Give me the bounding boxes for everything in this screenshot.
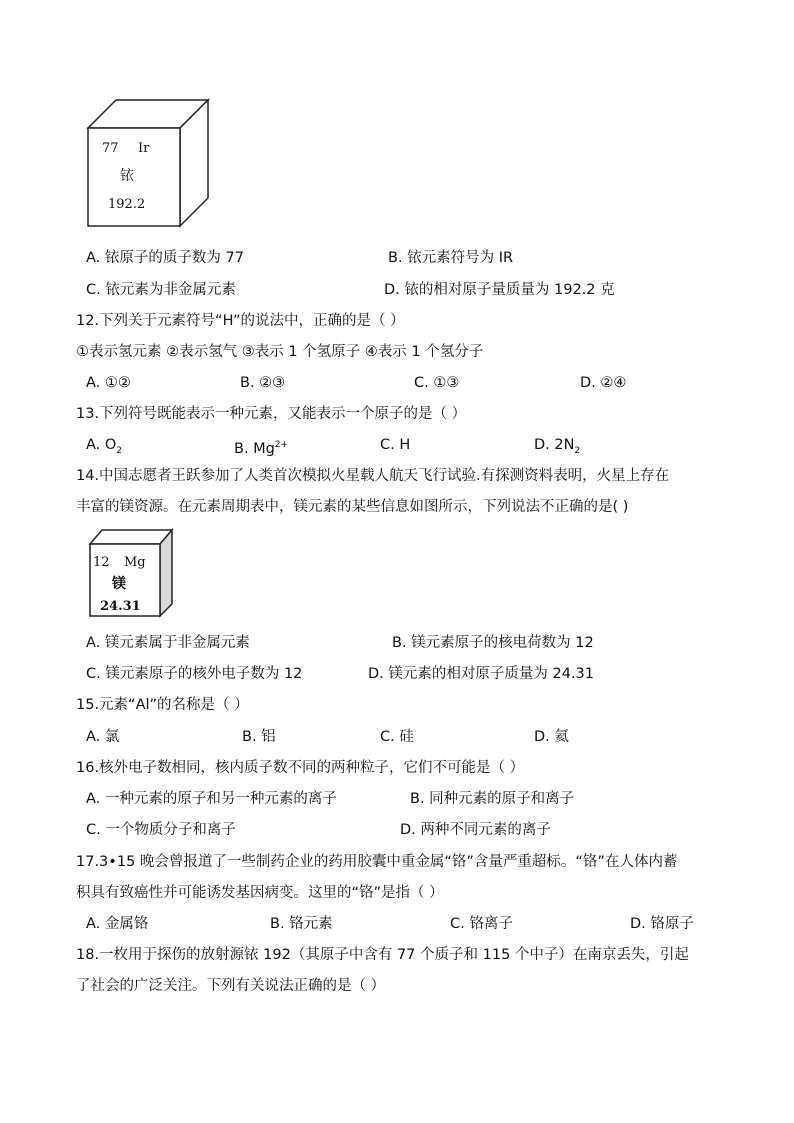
q11-option-a[interactable]: A. 铱原子的质子数为 77 xyxy=(86,250,244,266)
mg-atomic-number: 12 xyxy=(93,555,110,570)
q13-option-d-text: D. 2N xyxy=(534,437,575,453)
q11-option-d[interactable]: D. 铱的相对原子量质量为 192.2 克 xyxy=(384,282,615,298)
mg-mass: 24.31 xyxy=(100,599,141,614)
q17-option-a[interactable]: A. 金属铬 xyxy=(86,916,149,932)
q12-stem: 12.下列关于元素符号“H”的说法中，正确的是（ ） xyxy=(76,313,405,329)
q17-option-c[interactable]: C. 铬离子 xyxy=(450,916,513,932)
q13-option-b[interactable] xyxy=(234,435,288,459)
q14-option-a[interactable]: A. 镁元素属于非金属元素 xyxy=(86,635,250,651)
mg-name: 镁 xyxy=(112,576,126,592)
q16-option-a[interactable]: A. 一种元素的原子和另一种元素的离子 xyxy=(86,791,337,807)
q17-option-d[interactable]: D. 铬原子 xyxy=(630,916,694,932)
q15-stem: 15.元素“Al”的名称是（ ） xyxy=(76,697,249,713)
q14-option-c[interactable]: C. 镁元素原子的核外电子数为 12 xyxy=(86,666,303,682)
q14-option-b[interactable]: B. 镁元素原子的核电荷数为 12 xyxy=(392,635,594,651)
q12-statements: ①表示氢元素 ②表示氢气 ③表示 1 个氢原子 ④表示 1 个氢分子 xyxy=(76,344,484,360)
q14-stem-line2: 丰富的镁资源。在元素周期表中，镁元素的某些信息如图所示，下列说法不正确的是( ) xyxy=(76,499,629,515)
q13-option-b-text: B. Mg xyxy=(234,440,275,457)
q17-stem-line1: 17.3•15 晚会曾报道了一些制药企业的药用胶囊中重金属“铬”含量严重超标。“铬”在人体内蓄 xyxy=(76,854,678,870)
ir-name: 铱 xyxy=(120,168,134,184)
q13-option-d[interactable] xyxy=(534,435,580,461)
q13-option-a[interactable] xyxy=(86,435,122,461)
q16-option-d[interactable]: D. 两种不同元素的离子 xyxy=(400,822,551,838)
q13-stem: 13.下列符号既能表示一种元素，又能表示一个原子的是（ ） xyxy=(76,406,467,422)
q16-option-b[interactable]: B. 同种元素的原子和离子 xyxy=(410,791,575,807)
q12-option-d[interactable]: D. ②④ xyxy=(580,375,627,391)
iridium-element-card xyxy=(86,98,210,228)
q11-option-b[interactable]: B. 铱元素符号为 IR xyxy=(388,250,514,266)
magnesium-element-card xyxy=(88,528,174,618)
ir-mass: 192.2 xyxy=(108,197,146,212)
q18-stem-line1: 18.一枚用于探伤的放射源铱 192（其原子中含有 77 个质子和 115 个中子）在南京丢失，引起 xyxy=(76,947,689,963)
q12-option-c[interactable]: C. ①③ xyxy=(414,375,460,391)
ir-atomic-number: 77 xyxy=(102,141,119,156)
q12-option-a[interactable]: A. ①② xyxy=(86,375,131,391)
q16-option-c[interactable]: C. 一个物质分子和离子 xyxy=(86,822,236,838)
q13-option-a-subscript: 2 xyxy=(116,445,123,456)
q15-option-d[interactable]: D. 氦 xyxy=(534,729,569,745)
q15-option-a[interactable]: A. 氯 xyxy=(86,729,120,745)
mg-symbol: Mg xyxy=(124,555,146,570)
q14-stem-line1: 14.中国志愿者王跃参加了人类首次模拟火星载人航天飞行试验.有探测资料表明，火星上存在 xyxy=(76,468,670,484)
q15-option-b[interactable]: B. 铝 xyxy=(242,729,276,745)
q17-option-b[interactable]: B. 铬元素 xyxy=(270,916,333,932)
q12-option-b[interactable]: B. ②③ xyxy=(240,375,286,391)
q13-option-a-text: A. O xyxy=(86,437,117,453)
q13-option-d-subscript: 2 xyxy=(574,445,581,456)
q14-option-d[interactable]: D. 镁元素的相对原子质量为 24.31 xyxy=(368,666,595,682)
q13-option-c[interactable]: C. H xyxy=(380,437,411,453)
q17-stem-line2: 积具有致癌性并可能诱发基因病变。这里的“铬”是指（ ） xyxy=(76,885,444,901)
q11-option-c[interactable]: C. 铱元素为非金属元素 xyxy=(86,282,236,298)
q13-option-b-superscript: 2+ xyxy=(274,440,289,450)
q15-option-c[interactable]: C. 硅 xyxy=(380,729,414,745)
q18-stem-line2: 了社会的广泛关注。下列有关说法正确的是（ ） xyxy=(76,978,386,994)
ir-symbol: Ir xyxy=(138,141,150,156)
q16-stem: 16.核外电子数相同，核内质子数不同的两种粒子，它们不可能是（ ） xyxy=(76,760,525,776)
